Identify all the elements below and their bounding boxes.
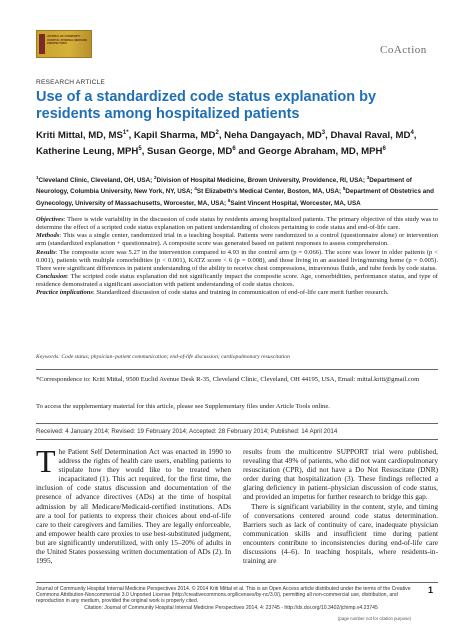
abstract-practice-implications: Practice implications: Standardized discussion of code status and training in communication of end-of-life care merit further research. bbox=[36, 289, 389, 297]
author-separator: , bbox=[128, 130, 134, 142]
author-name: Katherine Leung, bbox=[36, 146, 115, 158]
affiliation-marker: 3 bbox=[366, 175, 370, 180]
divider bbox=[36, 439, 438, 440]
body-column-right bbox=[243, 447, 438, 565]
author-name: George Abraham, bbox=[258, 146, 339, 158]
affiliation-text: Division of Hospital Medicine, Brown University, Providence, RI, USA; bbox=[156, 177, 367, 185]
author-credentials: MD, MPH bbox=[338, 146, 383, 158]
affiliation-text: Cleveland Clinic, Cleveland, OH, USA; bbox=[38, 177, 154, 185]
abstract-objectives: Objectives: There is wide variability in the discussion of code status by residents among hospitalized patients. The primary objective of this study was to determine the effect of a scripted code status explanation on patient understanding of choices pertaining to code status and end-of-life care. bbox=[36, 216, 438, 232]
correspondence: *Correspondence to: Kriti Mittal, 9500 Euclid Avenue Desk R-35, Cleveland Clinic, Cleveland, OH 44195, USA, Email: mittal.kriti@gmail.com bbox=[36, 376, 420, 383]
supplementary-note: To access the supplementary material for this article, please see Supplementary files under Article Tools online. bbox=[36, 403, 330, 410]
author-credentials: MD bbox=[214, 146, 233, 158]
author-name: Dhaval Raval, bbox=[330, 130, 393, 142]
affiliation-list bbox=[36, 174, 438, 208]
affiliation-text: Department of Obstetrics and Gynecology, University of Massachusetts, Worcester, MA, USA; bbox=[36, 188, 434, 207]
divider bbox=[36, 582, 438, 583]
author-separator: , bbox=[218, 130, 225, 142]
author-separator: , bbox=[325, 130, 331, 142]
journal-logo-mark bbox=[39, 34, 45, 54]
divider bbox=[36, 209, 438, 210]
body-paragraph: There is significant variability in the content, style, and timing of conversations centered around code status determination. Barriers such as lack of continuity of care, inadequate physician communication skills and insufficient time during patient encounters contribute to inconsistencies during end-of-life care discussions (4–6). In teaching hospitals, where residents-in-training are bbox=[243, 501, 438, 566]
affiliation-marker: 4 bbox=[194, 186, 197, 192]
article-title: Use of a standardized code status explanation by residents among hospitalized patients bbox=[36, 89, 377, 122]
abstract bbox=[36, 216, 438, 298]
author-name: Susan George, bbox=[147, 146, 215, 158]
author-affiliation-marker: 5 bbox=[138, 145, 142, 152]
keywords bbox=[36, 354, 438, 361]
author-credentials: MD bbox=[197, 130, 216, 142]
affiliation-text: Department of Neurology, Columbia University, New York, NY, USA; bbox=[36, 177, 412, 196]
author-affiliation-marker: 3 bbox=[321, 130, 326, 136]
affiliation-marker: 1 bbox=[36, 175, 39, 180]
affiliation-marker: 2 bbox=[154, 175, 157, 180]
article-dates: Received: 4 January 2014; Revised: 19 February 2014; Accepted: 28 February 2014; Published: 14 April 2014 bbox=[36, 428, 338, 435]
citation-text: Citation: Journal of Community Hospital Internal Medicine Perspectives 2014, 4: 23745 - http://dx.doi.org/10.3402/jchimp.v4.23745 bbox=[84, 604, 378, 611]
author-affiliation-marker: 6 bbox=[232, 145, 236, 152]
abstract-results: Results: The composite score was 5.27 in the intervention compared to 4.93 in the control arm (p = 0.066). The score was lower in older patients (p < 0.001), patients with multiple comorbidities (p < 0.001), KATZ score < 6 (p = 0.008), and those living in an assisted living/nursing home (p = 0.005). There were significant differences in patient understanding of the ability to receive chest compressions, intravenous fluids, and tube feeds by code status. bbox=[36, 248, 438, 272]
author-list bbox=[36, 127, 436, 159]
author-credentials: MD bbox=[392, 130, 411, 142]
publisher-logo-text: CoAction bbox=[380, 44, 427, 56]
page-number-note: (page number not for citation purpose) bbox=[338, 616, 412, 621]
affiliation-marker: 5 bbox=[342, 186, 346, 192]
author-name: Kapil Sharma, bbox=[133, 130, 198, 142]
affiliation-text: Saint Vincent Hospital, Worcester, MA, USA bbox=[230, 199, 361, 207]
publisher-logo bbox=[380, 44, 427, 56]
affiliation-text: St Elizabeth's Medical Center, Boston, MA, USA; bbox=[196, 188, 343, 196]
abstract-conclusion: Conclusion: The scripted code status explanation did not significantly impact the composite score. Age, comorbidities, performance status, and type of residence demonstrated a significant association with patient understanding of code status choices. bbox=[36, 273, 438, 289]
author-credentials: MPH bbox=[114, 146, 139, 158]
author-name: Kriti Mittal, bbox=[36, 130, 86, 142]
author-name: Neha Dangayach, bbox=[224, 130, 305, 142]
drop-cap: T bbox=[36, 443, 56, 479]
body-column-left bbox=[36, 443, 231, 566]
journal-logo bbox=[36, 30, 92, 58]
divider bbox=[36, 423, 438, 424]
keywords-label: Keywords: bbox=[36, 354, 61, 360]
author-affiliation-marker: 2 bbox=[215, 130, 219, 136]
affiliation-marker: 6 bbox=[227, 197, 231, 203]
body-paragraph: The Patient Self Determination Act was enacted in 1990 to address the rights of health care users, enabling patients to stipulate how they would like to be treated when incapacitated (1). This act required, for the first time, the inclusion of code status discussion and documentation of the presence of advance directives (ADs) at the time of hospital admission by all Medicare/Medicaid-certified institutions. ADs are a tool for patients to express their choices about end-of-life care to their caregivers and families. They are legally enforceable, and empower health care proxies to use best-substituted judgment, but are significantly underutilized, with only 15–20% of adults in the United States possessing written documentation of ADs (2). In 1995, bbox=[36, 443, 231, 566]
journal-logo-text: JOURNAL OF COMMUNITY HOSPITAL INTERNAL MEDICINE PERSPECTIVES bbox=[47, 35, 88, 46]
page-number: 1 bbox=[428, 585, 434, 595]
license-text: Journal of Community Hospital Internal Medicine Perspectives 2014. © 2014 Kriti Mittal et al. This is an Open Access article distributed under the terms of the Creative Commons Attribution-Noncommercial 3.0 Unported License (http://creativecommons.org/licenses/by-nc/3.0/), permitting all non-commercial use, distribution, and reproduction in any medium, provided the original work is properly cited. bbox=[36, 586, 411, 605]
divider bbox=[36, 369, 438, 370]
abstract-methods: Methods: This was a single center, randomized trial in a teaching hospital. Patients were randomized to a control (questionnaire alone) or intervention arm (standardized explanation + questionnaire). A composite score was generated based on patient responses to assess comprehension. bbox=[36, 232, 438, 248]
author-separator: , bbox=[413, 130, 417, 142]
body-paragraph: results from the multicentre SUPPORT trial were published, revealing that 49% of patients, who did not want cardiopulmonary resuscitation (CPR), did not have a Do Not Resuscitate (DNR) order during that hospitalization (3). These findings reflected a glaring deficiency in patient–physician discussion of code status, and provided an impetus for further research to bridge this gap. bbox=[243, 447, 438, 502]
author-credentials: MD bbox=[304, 130, 322, 142]
article-type: RESEARCH ARTICLE bbox=[36, 79, 106, 86]
author-credentials: MD, MS bbox=[85, 130, 123, 142]
author-affiliation-marker: 6 bbox=[382, 145, 386, 152]
author-separator: and bbox=[235, 146, 259, 158]
author-separator: , bbox=[141, 146, 148, 158]
author-affiliation-marker: 4 bbox=[410, 130, 414, 136]
author-affiliation-marker: 1* bbox=[122, 130, 129, 136]
footer bbox=[36, 586, 426, 611]
keywords-values: Code status; physician–patient communication; end-of-life discussion; cardiopulmonary resuscitation bbox=[60, 354, 290, 360]
